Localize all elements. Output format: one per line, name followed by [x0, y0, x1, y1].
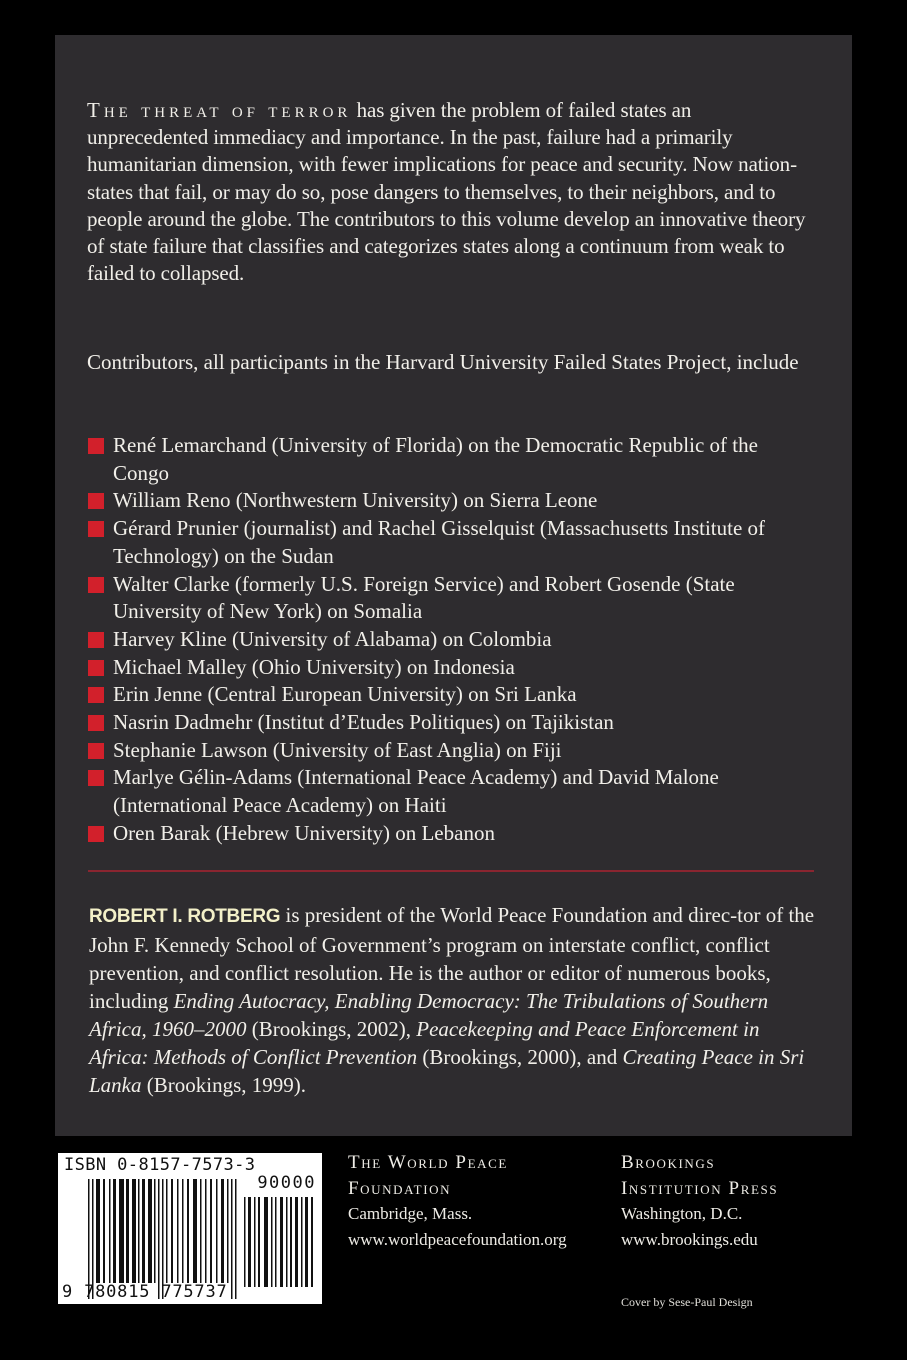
- square-bullet-icon: [88, 521, 104, 537]
- list-item: Stephanie Lawson (University of East Anglia) on Fiji: [88, 737, 818, 765]
- publisher-world-peace-foundation: The World Peace Foundation Cambridge, Mass. www.worldpeacefoundation.org: [348, 1150, 567, 1252]
- isbn-barcode: [58, 1153, 322, 1304]
- square-bullet-icon: [88, 632, 104, 648]
- list-item: Erin Jenne (Central European University) on Sri Lanka: [88, 681, 818, 709]
- list-item: Harvey Kline (University of Alabama) on Colombia: [88, 626, 818, 654]
- list-item: Marlye Gélin-Adams (International Peace Academy) and David Malone (International Peace Academy) on Haiti: [88, 764, 818, 819]
- list-item: Nasrin Dadmehr (Institut d’Etudes Politiques) on Tajikistan: [88, 709, 818, 737]
- square-bullet-icon: [88, 743, 104, 759]
- contributors-list: [88, 432, 818, 848]
- isbn-number: ISBN 0-8157-7573-3: [64, 1155, 256, 1175]
- publisher-city: Cambridge, Mass.: [348, 1204, 473, 1223]
- square-bullet-icon: [88, 493, 104, 509]
- publisher-url: www.worldpeacefoundation.org: [348, 1229, 567, 1249]
- list-item: Gérard Prunier (journalist) and Rachel Gisselquist (Massachusetts Institute of Technology) on the Sudan: [88, 515, 818, 570]
- book-title: Creating Peace in Sri Lanka: [89, 1045, 805, 1097]
- list-item: Walter Clarke (formerly U.S. Foreign Service) and Robert Gosende (State University of New York) on Somalia: [88, 571, 818, 626]
- intro-text: has given the problem of failed states an unprecedented immediacy and importance. In the past, failure had a primarily humanitarian dimension, with fewer implications for peace and security. Now nation-states that fail, or may do so, pose dangers to themselves, to their neighbors, and to people around the globe. The contributors to this volume develop an innovative theory of state failure that classifies and categorizes states along a continuum from weak to failed to collapsed.: [87, 98, 806, 286]
- publisher-url: www.brookings.edu: [621, 1229, 758, 1249]
- book-title: Peacekeeping and Peace Enforcement in Africa: Methods of Conflict Prevention: [89, 1017, 760, 1069]
- ean-number: 9 780815 775737: [62, 1282, 228, 1302]
- square-bullet-icon: [88, 577, 104, 593]
- price-addon-number: 90000: [257, 1173, 316, 1193]
- list-item: René Lemarchand (University of Florida) on the Democratic Republic of the Congo: [88, 432, 818, 487]
- book-title: Ending Autocracy, Enabling Democracy: The Tribulations of Southern Africa, 1960–2000: [89, 989, 769, 1041]
- intro-lead: The threat of terror: [87, 98, 352, 122]
- cover-design-credit: Cover by Sese-Paul Design: [621, 1295, 753, 1309]
- intro-paragraph: [87, 97, 807, 287]
- square-bullet-icon: [88, 438, 104, 454]
- ean-barcode-bars-icon: [86, 1179, 238, 1299]
- author-name: ROBERT I. ROTBERG: [89, 906, 281, 927]
- author-bio: ROBERT I. ROTBERG is president of the World Peace Foundation and direc-tor of the John F. Kennedy School of Government’s program on interstate conflict, conflict prevention, and conflict resolution. He is the author or editor of numerous books, including Ending Autocracy, Enabling Democracy: The Tribulations of Southern Africa, 1960–2000 (Brookings, 2002), Peacekeeping and Peace Enforcement in Africa: Methods of Conflict Prevention (Brookings, 2000), and Creating Peace in Sri Lanka (Brookings, 1999).: [89, 903, 815, 1097]
- square-bullet-icon: [88, 687, 104, 703]
- section-divider: [88, 870, 814, 872]
- list-item: William Reno (Northwestern University) on Sierra Leone: [88, 487, 818, 515]
- list-item: Oren Barak (Hebrew University) on Lebanon: [88, 820, 818, 848]
- contributors-lead: Contributors, all participants in the Harvard University Failed States Project, include: [87, 350, 799, 374]
- square-bullet-icon: [88, 826, 104, 842]
- square-bullet-icon: [88, 770, 104, 786]
- publisher-city: Washington, D.C.: [621, 1204, 743, 1223]
- square-bullet-icon: [88, 660, 104, 676]
- square-bullet-icon: [88, 715, 104, 731]
- list-item: Michael Malley (Ohio University) on Indonesia: [88, 654, 818, 682]
- addon-barcode-bars-icon: [242, 1197, 316, 1287]
- publisher-brookings: Brookings Institution Press Washington, D.C. www.brookings.edu: [621, 1150, 778, 1252]
